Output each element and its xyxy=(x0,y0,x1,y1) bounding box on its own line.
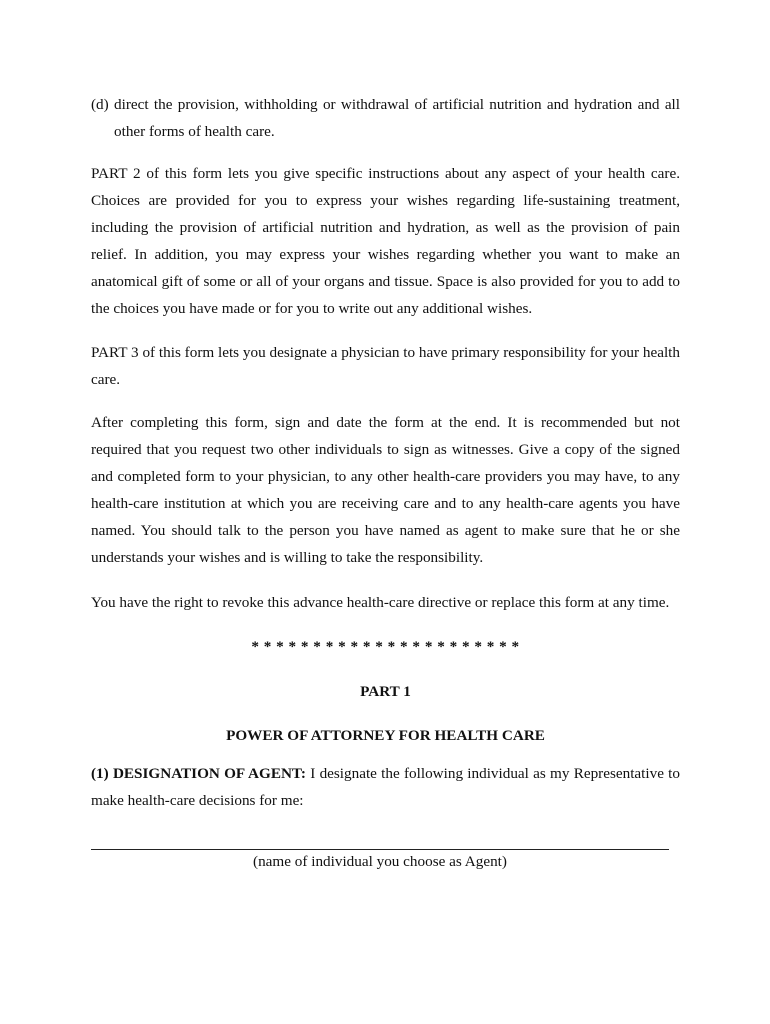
agent-name-field-line[interactable] xyxy=(91,849,669,850)
designation-of-agent-paragraph xyxy=(91,760,680,814)
separator-stars: * * * * * * * * * * * * * * * * * * * * * * xyxy=(251,638,520,655)
revoke-paragraph: You have the right to revoke this advance health-care directive or replace this form at any time. xyxy=(91,594,670,611)
part1-title: POWER OF ATTORNEY FOR HEALTH CARE xyxy=(226,727,545,744)
item-d-paragraph: (d) direct the provision, withholding or withdrawal of artificial nutrition and hydration and all other forms of health care. xyxy=(91,96,680,140)
part2-paragraph: PART 2 of this form lets you give specific instructions about any aspect of your health care. Choices are provided for you to express your wishes regarding life-sustaining treatment, including the provision of artificial nutrition and hydration, as well as the provision of pain relief. In addition, you may express your wishes regarding whether you want to make an anatomical gift of some or all of your organs and tissue. Space is also provided for you to add to the choices you have made or for you to write out any additional wishes. xyxy=(91,165,680,317)
designation-text: I designate the following individual as my Representative to make health-care decisions for me: xyxy=(91,765,681,809)
after-completing-paragraph: After completing this form, sign and date the form at the end. It is recommended but not required that you request two other individuals to sign as witnesses. Give a copy of the signed and completed form to your physician, to any other health-care providers you may have, to any health-care institution at which you are receiving care and to any health-care agents you have named. You should talk to the person you have named as agent to make sure that he or she understands your wishes and is willing to take the responsibility. xyxy=(91,414,680,566)
part1-heading: PART 1 xyxy=(360,683,411,700)
agent-name-field-caption: (name of individual you choose as Agent) xyxy=(253,853,507,870)
part3-paragraph: PART 3 of this form lets you designate a physician to have primary responsibility for your health care. xyxy=(91,344,680,388)
designation-label: (1) DESIGNATION OF AGENT: xyxy=(91,765,306,782)
